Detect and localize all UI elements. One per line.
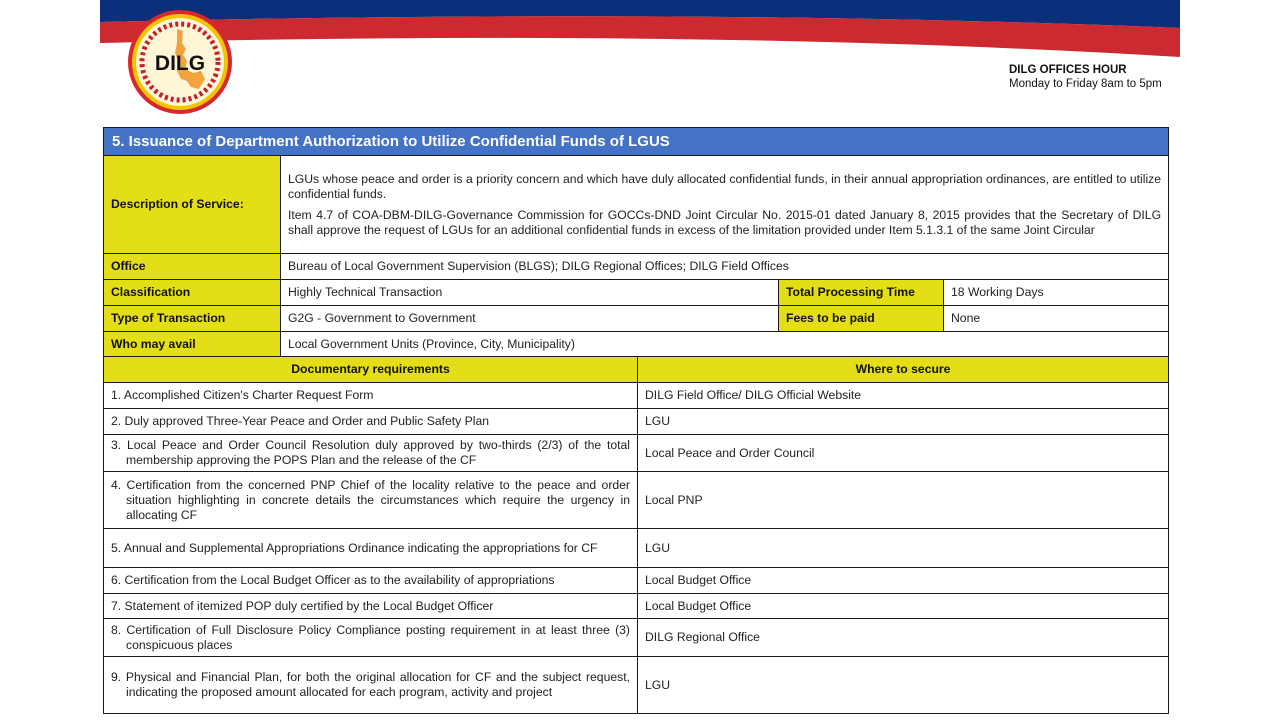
where-to-secure-text: LGU bbox=[638, 409, 1169, 435]
requirements-column-header: Documentary requirements bbox=[104, 357, 638, 383]
where-to-secure-text: LGU bbox=[638, 657, 1169, 714]
office-value: Bureau of Local Government Supervision (BLGS); DILG Regional Offices; DILG Field Offices bbox=[281, 254, 1169, 280]
requirement-text: 4. Certification from the concerned PNP Chief of the locality relative to the peace and order situation highlighting in concrete details the circumstances which require the urgency in allocating CF bbox=[104, 472, 638, 529]
description-paragraph-1: LGUs whose peace and order is a priority concern and which have duly allocated confidential funds, in their annual appropriation ordinances, are entitled to utilize confidential funds. bbox=[288, 171, 1162, 201]
who-may-avail-label: Who may avail bbox=[104, 332, 281, 357]
requirement-row bbox=[104, 409, 1169, 435]
requirement-text: 5. Annual and Supplemental Appropriations Ordinance indicating the appropriations for CF bbox=[104, 529, 638, 568]
dilg-logo bbox=[127, 9, 233, 115]
where-to-secure-text: Local PNP bbox=[638, 472, 1169, 529]
requirement-text: 1. Accomplished Citizen's Charter Request Form bbox=[104, 383, 638, 409]
processing-time-label: Total Processing Time bbox=[779, 280, 944, 306]
header-banner bbox=[100, 0, 1180, 60]
office-hours-title: DILG OFFICES HOUR bbox=[1009, 64, 1127, 76]
fees-label: Fees to be paid bbox=[779, 306, 944, 332]
where-to-secure-text: LGU bbox=[638, 529, 1169, 568]
office-hours bbox=[1009, 63, 1162, 91]
where-to-secure-text: DILG Field Office/ DILG Official Website bbox=[638, 383, 1169, 409]
citizens-charter-table bbox=[103, 127, 1169, 714]
requirement-row bbox=[104, 594, 1169, 619]
requirement-row bbox=[104, 529, 1169, 568]
who-may-avail-value: Local Government Units (Province, City, Municipality) bbox=[281, 332, 1169, 357]
where-to-secure-text: DILG Regional Office bbox=[638, 619, 1169, 657]
requirement-row bbox=[104, 619, 1169, 657]
description-label: Description of Service: bbox=[104, 156, 281, 254]
classification-label: Classification bbox=[104, 280, 281, 306]
requirement-text: 9. Physical and Financial Plan, for both the original allocation for CF and the subject request, indicating the proposed amount allocated for each program, activity and project bbox=[104, 657, 638, 714]
office-label: Office bbox=[104, 254, 281, 280]
classification-value: Highly Technical Transaction bbox=[281, 280, 779, 306]
requirement-text: 6. Certification from the Local Budget Officer as to the availability of appropriations bbox=[104, 568, 638, 594]
requirement-text: 2. Duly approved Three-Year Peace and Order and Public Safety Plan bbox=[104, 409, 638, 435]
requirement-row bbox=[104, 657, 1169, 714]
requirement-row bbox=[104, 435, 1169, 472]
requirement-row bbox=[104, 383, 1169, 409]
transaction-type-value: G2G - Government to Government bbox=[281, 306, 779, 332]
service-title: 5. Issuance of Department Authorization to Utilize Confidential Funds of LGUS bbox=[104, 128, 1169, 156]
requirement-text: 7. Statement of itemized POP duly certified by the Local Budget Officer bbox=[104, 594, 638, 619]
where-to-secure-text: Local Peace and Order Council bbox=[638, 435, 1169, 472]
fees-value: None bbox=[944, 306, 1169, 332]
requirement-row bbox=[104, 472, 1169, 529]
transaction-type-label: Type of Transaction bbox=[104, 306, 281, 332]
processing-time-value: 18 Working Days bbox=[944, 280, 1169, 306]
where-to-secure-text: Local Budget Office bbox=[638, 568, 1169, 594]
where-to-secure-column-header: Where to secure bbox=[638, 357, 1169, 383]
requirement-text: 3. Local Peace and Order Council Resolution duly approved by two-thirds (2/3) of the total membership approving the POPS Plan and the release of the CF bbox=[104, 435, 638, 472]
description-value bbox=[281, 156, 1169, 254]
office-hours-value: Monday to Friday 8am to 5pm bbox=[1009, 78, 1162, 90]
banner-red-stripe bbox=[100, 16, 1180, 57]
description-paragraph-2: Item 4.7 of COA-DBM-DILG-Governance Commission for GOCCs-DND Joint Circular No. 2015-01 dated January 8, 2015 provides that the Secretary of DILG shall approve the request of LGUs for an additional confidential funds in excess of the limitation provided under Item 5.1.3.1 of the same Joint Circular bbox=[288, 207, 1162, 237]
logo-text: DILG bbox=[154, 52, 206, 75]
requirement-text: 8. Certification of Full Disclosure Policy Compliance posting requirement in at least three (3) conspicuous places bbox=[104, 619, 638, 657]
where-to-secure-text: Local Budget Office bbox=[638, 594, 1169, 619]
requirement-row bbox=[104, 568, 1169, 594]
